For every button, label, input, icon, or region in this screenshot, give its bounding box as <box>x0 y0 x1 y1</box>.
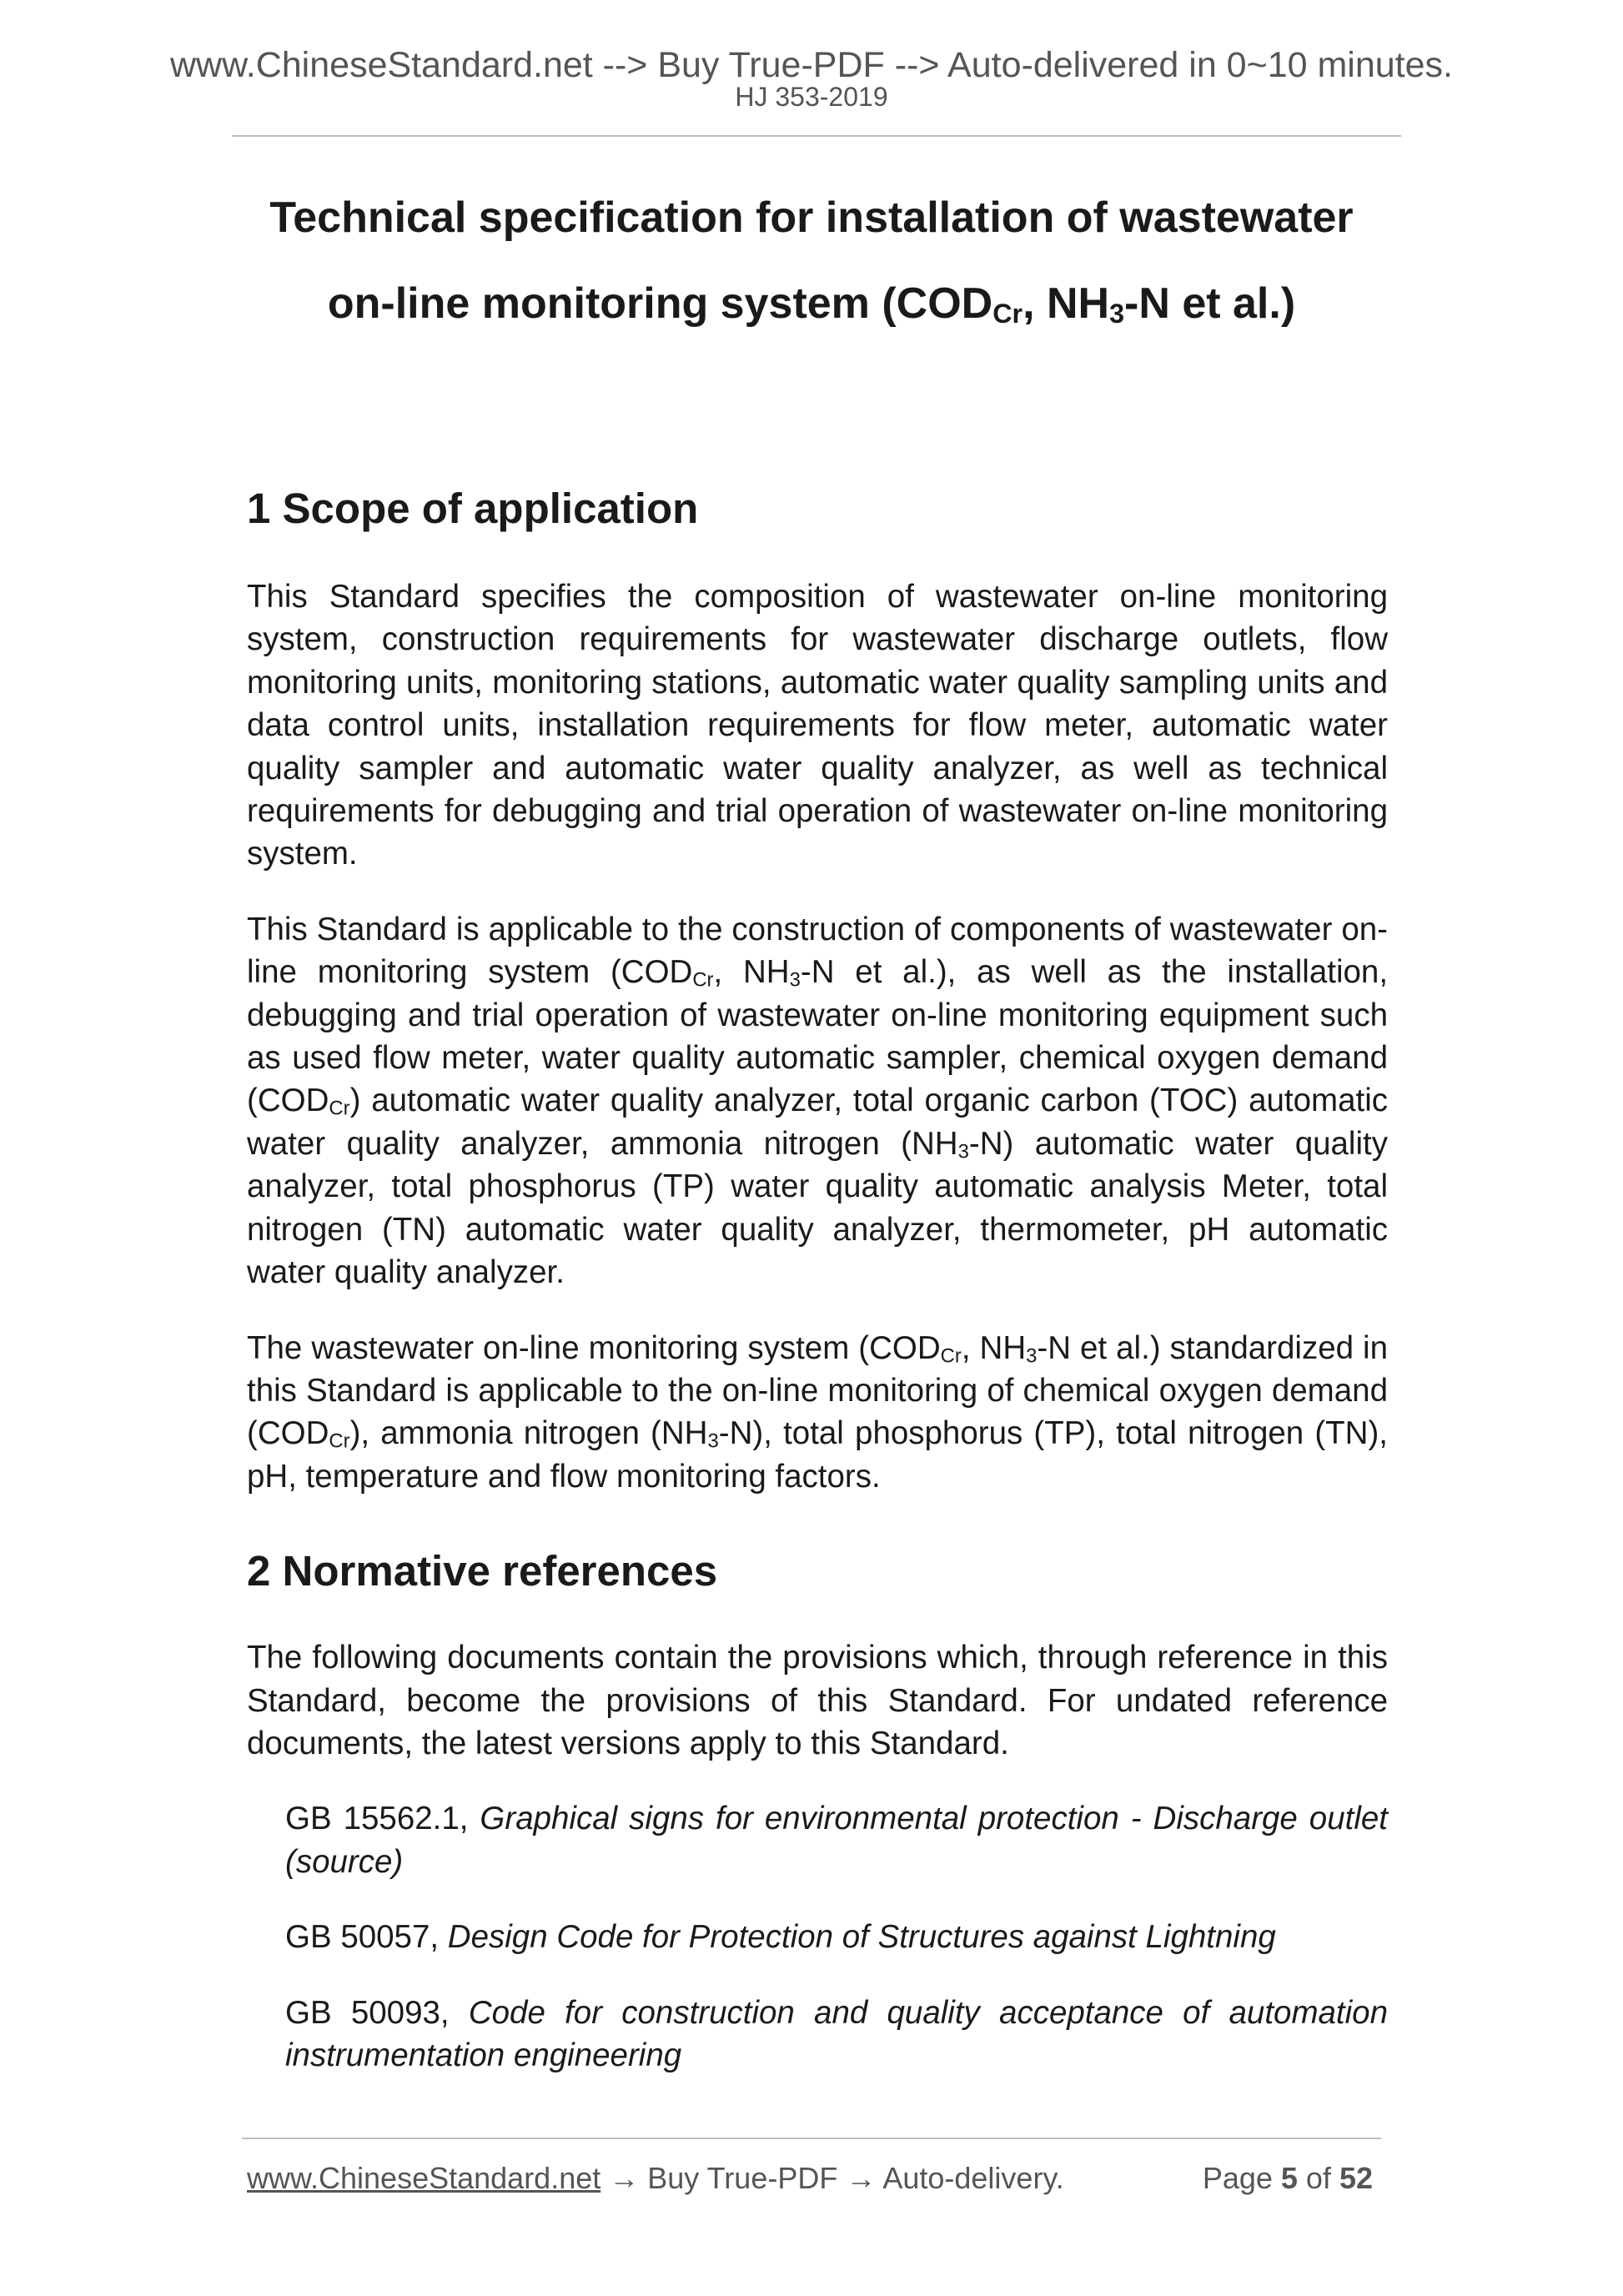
footer-text-buy: Buy True-PDF <box>639 2161 847 2195</box>
paragraph-text: -N et al.) standardized in this Standard is applicable to the on-line monitoring of chemical oxygen demand (COD <box>247 1329 1388 1452</box>
paragraph-text: This Standard is applicable to the construction of components of wastewater on-line monitoring system (COD <box>247 911 1388 991</box>
reference-code: GB 15562.1, <box>285 1801 480 1837</box>
reference-title: Graphical signs for environmental protection - Discharge outlet (source) <box>285 1801 1388 1880</box>
paragraph-subscript: Cr <box>692 968 714 992</box>
footer-divider <box>242 2138 1381 2139</box>
page-of: of <box>1297 2161 1339 2195</box>
page-total: 52 <box>1339 2161 1373 2195</box>
title-text: on-line monitoring system (COD <box>327 279 993 328</box>
title-subscript: Cr <box>992 298 1023 329</box>
page-label: Page <box>1202 2161 1281 2195</box>
paragraph-text: The wastewater on-line monitoring system (COD <box>247 1329 941 1366</box>
reference-title: Code for construction and quality acceptance of automation instrumentation engineering <box>285 1994 1388 2073</box>
paragraph-subscript: 3 <box>957 1140 969 1163</box>
paragraph-text: ) automatic water quality analyzer, total organic carbon (TOC) automatic water quality analyzer, ammonia nitrogen (NH <box>247 1083 1388 1162</box>
section-heading-normative-references: 2 Normative references <box>247 1547 718 1595</box>
references-intro: The following documents contain the provisions which, through reference in this Standard, become the provisions of this Standard. For undated reference documents, the latest versions apply to this Standard. <box>247 1640 1388 1761</box>
footer-text-delivery: Auto-delivery. <box>876 2161 1064 2195</box>
reference-title: Design Code for Protection of Structures against Lightning <box>447 1919 1276 1956</box>
title-text: -N et al.) <box>1124 279 1296 328</box>
paragraph-subscript: Cr <box>940 1344 962 1367</box>
paragraph-subscript: 3 <box>707 1429 719 1453</box>
paragraph-subscript: 3 <box>1026 1344 1038 1367</box>
paragraph-subscript: Cr <box>329 1097 350 1120</box>
reference-code: GB 50057, <box>285 1919 448 1956</box>
paragraph-text: ), ammonia nitrogen (NH <box>349 1415 708 1452</box>
footer-website-link[interactable]: www.ChineseStandard.net <box>247 2161 601 2195</box>
paragraph-text: -N et al.), as well as the installation, debugging and trial operation of wastewater on-line monitoring equipment such as used flow meter, water quality automatic sampler, chemical oxygen demand (COD <box>247 954 1389 1119</box>
paragraph-text: -N), total phosphorus (TP), total nitrogen (TN), pH, temperature and flow monitoring factors. <box>247 1415 1389 1495</box>
paragraph-subscript: Cr <box>329 1429 350 1453</box>
reference-item <box>285 1992 1388 2077</box>
header-divider <box>232 135 1401 137</box>
title-text: , NH <box>1023 279 1110 328</box>
top-banner: www.ChineseStandard.net --> Buy True-PDF --> Auto-delivered in 0~10 minutes. <box>169 45 1453 85</box>
reference-item <box>285 1916 1388 1958</box>
page-current: 5 <box>1280 2161 1298 2195</box>
reference-code: GB 50093, <box>285 1994 469 2031</box>
section-heading-scope: 1 Scope of application <box>247 485 699 532</box>
document-title-line-1: Technical specification for installation of wastewater <box>269 193 1354 242</box>
paragraph-text: , NH <box>961 1329 1027 1366</box>
scope-paragraph-1: This Standard specifies the composition of wastewater on-line monitoring system, construction requirements for wastewater discharge outlets, flow monitoring units, monitoring stations, automatic water quality sampling units and data control units, installation requirements for flow meter, automatic water quality sampler and automatic water quality analyzer, as well as technical requirements for debugging and trial operation of wastewater on-line monitoring system. <box>247 579 1388 872</box>
paragraph-text: -N) automatic water quality analyzer, total phosphorus (TP) water quality automatic analysis Meter, total nitrogen (TN) automatic water quality analyzer, thermometer, pH automatic water quality analyzer. <box>247 1125 1388 1291</box>
arrow-right-icon: → <box>609 2161 640 2195</box>
arrow-right-icon: → <box>846 2161 877 2195</box>
paragraph-subscript: 3 <box>789 968 801 992</box>
page-footer <box>247 2160 1381 2197</box>
document-code: HJ 353-2019 <box>735 82 888 112</box>
reference-item <box>285 1797 1388 1883</box>
scope-paragraph-3 <box>247 1327 1388 1499</box>
document-body <box>247 479 1388 2077</box>
document-title-line-2 <box>167 279 1456 329</box>
page-number <box>1203 2160 1373 2197</box>
title-subscript: 3 <box>1109 298 1124 329</box>
paragraph-text: , NH <box>713 954 790 991</box>
scope-paragraph-2 <box>247 908 1388 1294</box>
